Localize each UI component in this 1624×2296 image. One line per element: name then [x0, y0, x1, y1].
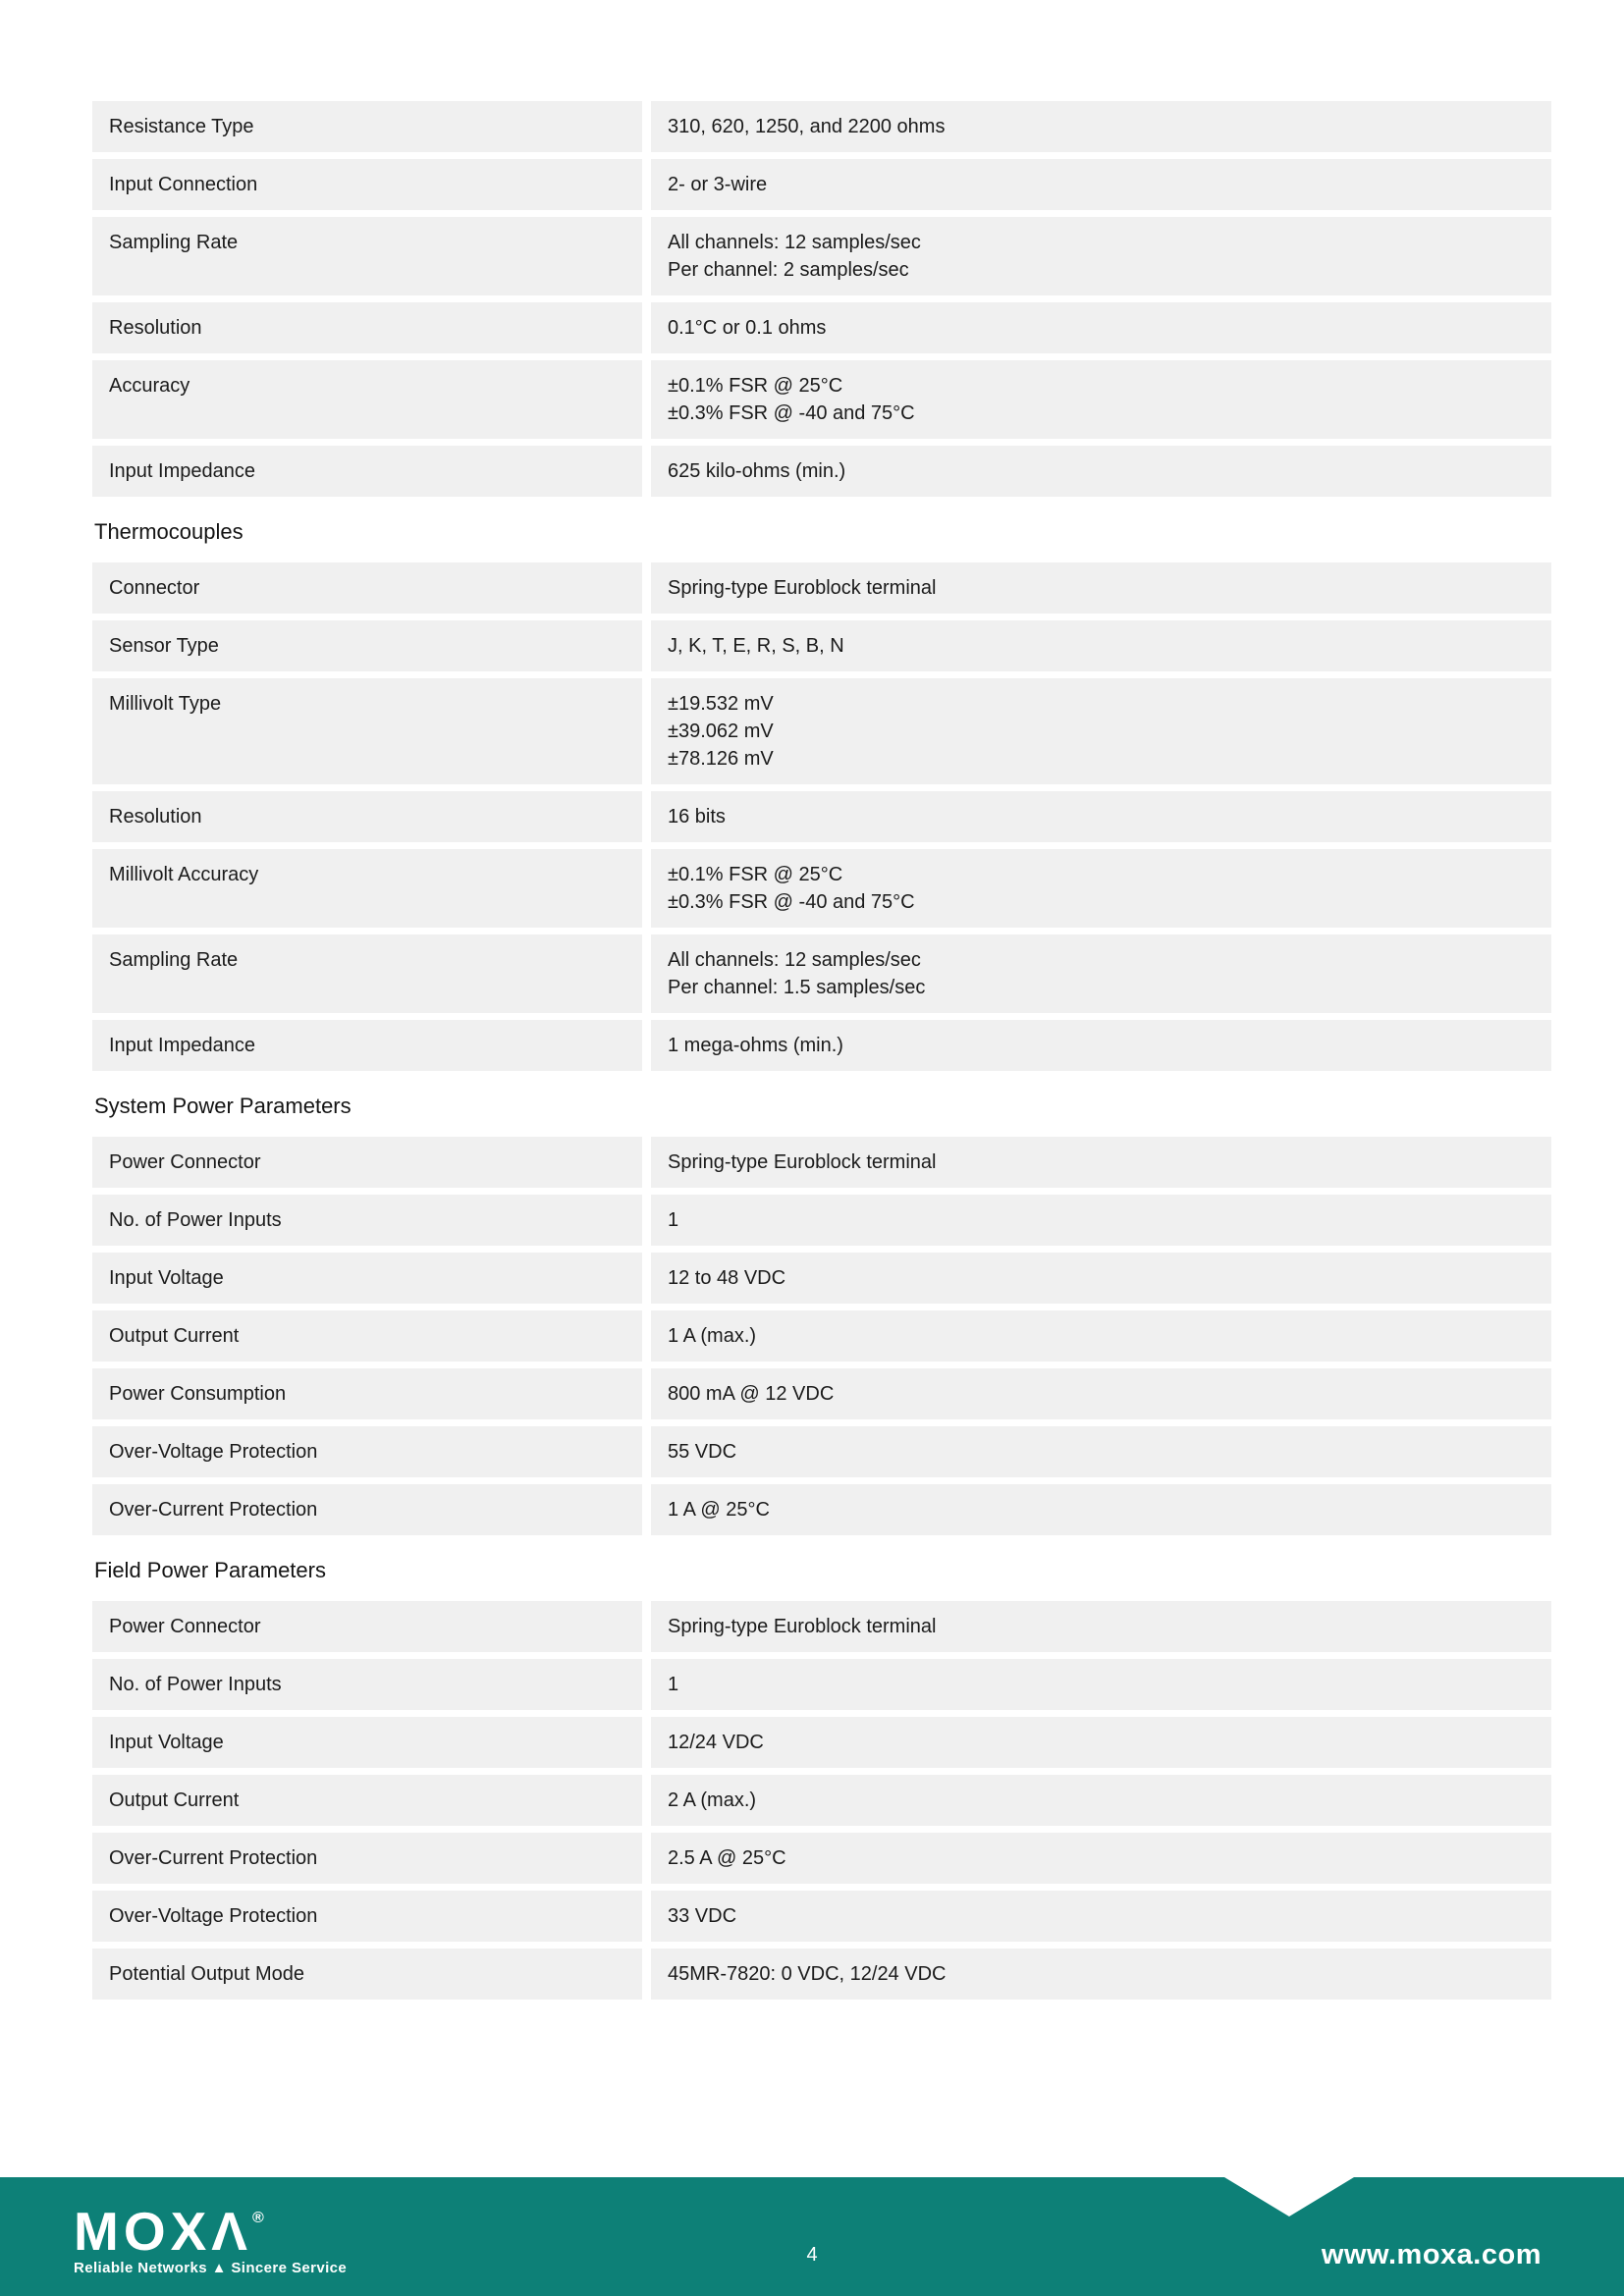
section-title: System Power Parameters — [94, 1094, 352, 1118]
spec-row — [92, 360, 1551, 439]
footer-bar — [0, 2177, 1624, 2296]
spec-value — [651, 217, 1551, 295]
spec-label: Over-Current Protection — [92, 1484, 642, 1535]
moxa-logo-tagline: Reliable Networks ▲ Sincere Service — [74, 2260, 348, 2276]
spec-label: Sampling Rate — [92, 217, 642, 295]
spec-value-line: ±0.1% FSR @ 25°C — [668, 864, 843, 885]
moxa-logo-text: MOXΛ — [74, 2201, 252, 2262]
spec-value — [651, 562, 1551, 614]
spec-label: Power Connector — [92, 1601, 642, 1652]
spec-label: Input Voltage — [92, 1717, 642, 1768]
spec-value — [651, 101, 1551, 152]
spec-value-line: 55 VDC — [668, 1441, 737, 1463]
spec-value-line: Per channel: 1.5 samples/sec — [668, 977, 926, 998]
spec-value — [651, 1601, 1551, 1652]
spec-value — [651, 1775, 1551, 1826]
spec-value — [651, 1891, 1551, 1942]
spec-value-line: 33 VDC — [668, 1905, 737, 1927]
spec-value — [651, 1137, 1551, 1188]
spec-value — [651, 1426, 1551, 1477]
spec-row — [92, 1020, 1551, 1071]
spec-value-line: ±39.062 mV — [668, 721, 774, 742]
spec-value-line: 1 — [668, 1209, 679, 1231]
spec-value-line: ±0.1% FSR @ 25°C — [668, 375, 843, 397]
spec-label: Input Connection — [92, 159, 642, 210]
page-number: 4 — [806, 2244, 818, 2266]
spec-value — [651, 934, 1551, 1013]
spec-label: Millivolt Type — [92, 678, 642, 784]
spec-row — [92, 620, 1551, 671]
spec-value-line: 310, 620, 1250, and 2200 ohms — [668, 116, 946, 137]
spec-label: Accuracy — [92, 360, 642, 439]
website-link[interactable]: www.moxa.com — [1321, 2239, 1542, 2270]
spec-value-line: 1 A (max.) — [668, 1325, 757, 1347]
spec-value — [651, 1484, 1551, 1535]
spec-label: Power Consumption — [92, 1368, 642, 1419]
spec-row — [92, 159, 1551, 210]
spec-label: No. of Power Inputs — [92, 1659, 642, 1710]
spec-value-line: 12/24 VDC — [668, 1732, 764, 1753]
spec-value — [651, 360, 1551, 439]
spec-row — [92, 562, 1551, 614]
spec-row — [92, 1949, 1551, 2000]
spec-value-line: 1 mega-ohms (min.) — [668, 1035, 843, 1056]
spec-label: Output Current — [92, 1775, 642, 1826]
footer-notch-triangle-icon — [1224, 2177, 1354, 2216]
spec-row — [92, 791, 1551, 842]
spec-label: Resolution — [92, 791, 642, 842]
spec-row — [92, 849, 1551, 928]
spec-value-line: 2.5 A @ 25°C — [668, 1847, 786, 1869]
spec-label: Output Current — [92, 1310, 642, 1362]
spec-label: Millivolt Accuracy — [92, 849, 642, 928]
spec-value — [651, 791, 1551, 842]
registered-trademark-icon: ® — [251, 2210, 264, 2226]
spec-value — [651, 159, 1551, 210]
spec-value — [651, 1833, 1551, 1884]
spec-value-line: Spring-type Euroblock terminal — [668, 1151, 937, 1173]
spec-value-line: 0.1°C or 0.1 ohms — [668, 317, 827, 339]
spec-value — [651, 1020, 1551, 1071]
spec-row — [92, 678, 1551, 784]
spec-value — [651, 1195, 1551, 1246]
spec-label: Over-Current Protection — [92, 1833, 642, 1884]
spec-label: Input Voltage — [92, 1253, 642, 1304]
spec-value-line: 12 to 48 VDC — [668, 1267, 786, 1289]
spec-value — [651, 620, 1551, 671]
spec-value-line: Per channel: 2 samples/sec — [668, 259, 909, 281]
spec-label: Input Impedance — [92, 1020, 642, 1071]
spec-row — [92, 302, 1551, 353]
spec-label: Over-Voltage Protection — [92, 1891, 642, 1942]
spec-row — [92, 217, 1551, 295]
spec-row — [92, 1891, 1551, 1942]
spec-value-line: 16 bits — [668, 806, 726, 828]
spec-label: Potential Output Mode — [92, 1949, 642, 2000]
spec-label: Sensor Type — [92, 620, 642, 671]
spec-value — [651, 446, 1551, 497]
spec-value — [651, 678, 1551, 784]
spec-value-line: 800 mA @ 12 VDC — [668, 1383, 835, 1405]
spec-row — [92, 1717, 1551, 1768]
spec-value-line: ±0.3% FSR @ -40 and 75°C — [668, 402, 915, 424]
spec-row — [92, 1368, 1551, 1419]
section-title: Field Power Parameters — [94, 1558, 326, 1582]
spec-label: Sampling Rate — [92, 934, 642, 1013]
spec-value — [651, 302, 1551, 353]
spec-row — [92, 1833, 1551, 1884]
spec-value — [651, 1368, 1551, 1419]
spec-row — [92, 1775, 1551, 1826]
spec-value — [651, 1717, 1551, 1768]
spec-value-line: 625 kilo-ohms (min.) — [668, 460, 846, 482]
spec-label: Input Impedance — [92, 446, 642, 497]
spec-label: Over-Voltage Protection — [92, 1426, 642, 1477]
spec-value-line: J, K, T, E, R, S, B, N — [668, 635, 844, 657]
spec-label: No. of Power Inputs — [92, 1195, 642, 1246]
spec-value — [651, 1949, 1551, 2000]
spec-value — [651, 1310, 1551, 1362]
spec-label: Connector — [92, 562, 642, 614]
spec-value — [651, 1253, 1551, 1304]
spec-label: Resistance Type — [92, 101, 642, 152]
spec-row — [92, 1601, 1551, 1652]
spec-value-line: 2 A (max.) — [668, 1789, 757, 1811]
spec-row — [92, 1195, 1551, 1246]
spec-value-line: Spring-type Euroblock terminal — [668, 577, 937, 599]
section-title: Thermocouples — [94, 519, 244, 544]
spec-row — [92, 446, 1551, 497]
spec-row — [92, 1659, 1551, 1710]
spec-value-line: ±19.532 mV — [668, 693, 774, 715]
spec-value-line: Spring-type Euroblock terminal — [668, 1616, 937, 1637]
spec-value-line: 1 — [668, 1674, 679, 1695]
spec-value-line: 1 A @ 25°C — [668, 1499, 770, 1521]
spec-value-line: ±78.126 mV — [668, 748, 774, 770]
spec-row — [92, 1310, 1551, 1362]
spec-label: Power Connector — [92, 1137, 642, 1188]
spec-value — [651, 849, 1551, 928]
spec-row — [92, 934, 1551, 1013]
spec-row — [92, 101, 1551, 152]
spec-label: Resolution — [92, 302, 642, 353]
spec-value-line: 2- or 3-wire — [668, 174, 768, 195]
spec-row — [92, 1253, 1551, 1304]
spec-row — [92, 1484, 1551, 1535]
spec-row — [92, 1426, 1551, 1477]
spec-value-line: ±0.3% FSR @ -40 and 75°C — [668, 891, 915, 913]
spec-value — [651, 1659, 1551, 1710]
spec-value-line: All channels: 12 samples/sec — [668, 232, 921, 253]
spec-row — [92, 1137, 1551, 1188]
spec-value-line: 45MR-7820: 0 VDC, 12/24 VDC — [668, 1963, 947, 1985]
spec-value-line: All channels: 12 samples/sec — [668, 949, 921, 971]
spec-table — [92, 101, 1551, 2006]
